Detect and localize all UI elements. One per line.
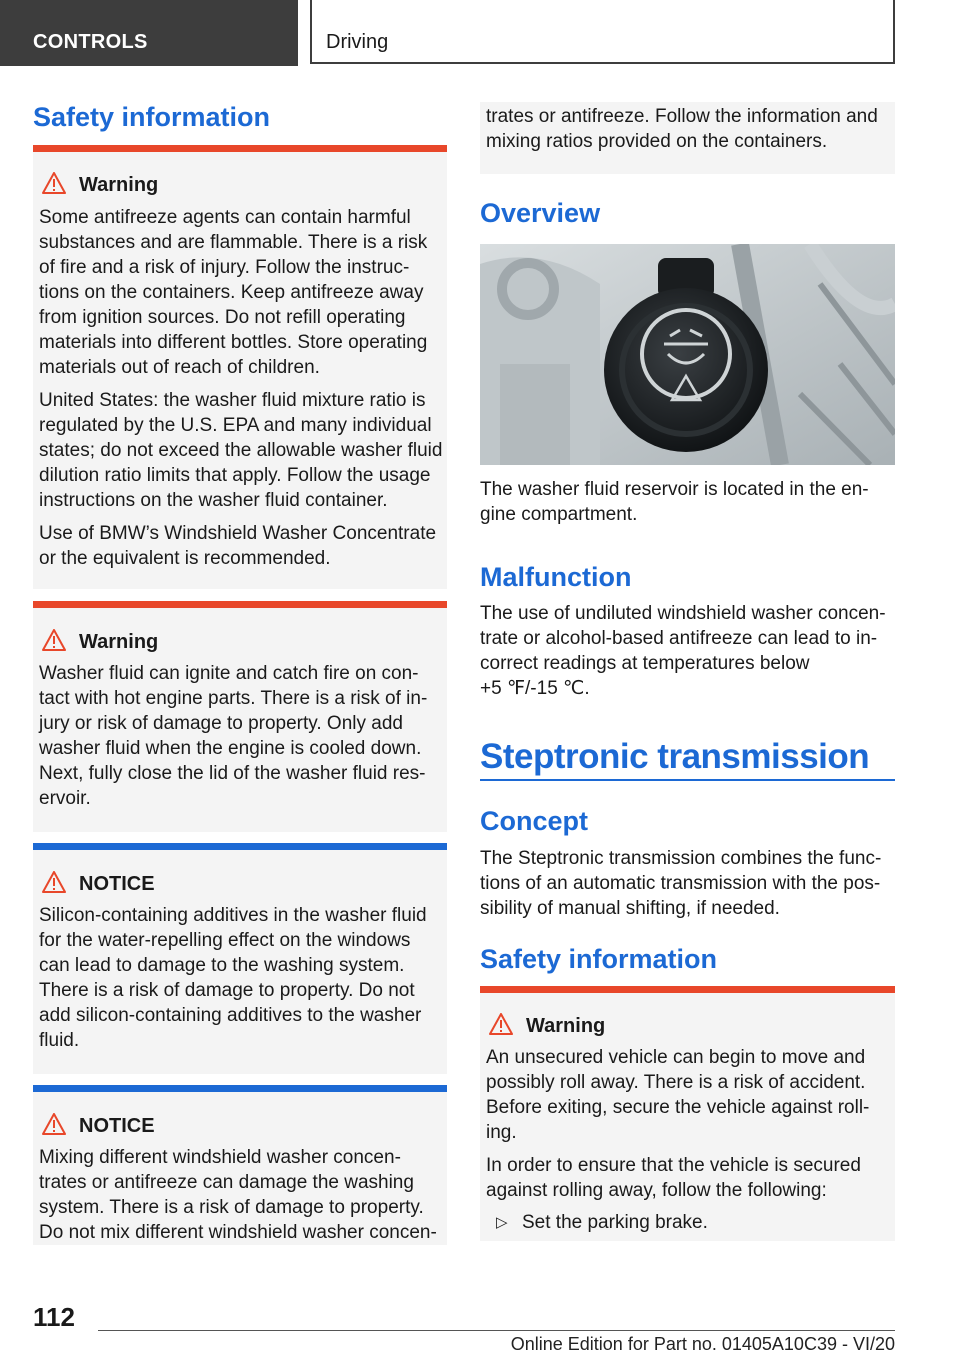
warning-paragraph: United States: the washer fluid mixture ratio is regulated by the U.S. EPA and many individual states; do not exceed the allowable washer fluid dilution ratio limits that apply. Follow the usage instructions on the washer fluid container. <box>39 390 443 511</box>
notice-title: NOTICE <box>79 1115 155 1137</box>
warning-triangle-icon <box>42 1113 66 1135</box>
steptronic-warning-box <box>480 986 895 1241</box>
steptronic-safety-heading: Safety information <box>480 944 718 974</box>
warning-title: Warning <box>526 1015 606 1037</box>
edition-text: Online Edition for Part no. 01405A10C39 - VI/20 <box>510 1334 895 1354</box>
page-number: 112 <box>33 1302 75 1332</box>
warning-title: Warning <box>79 631 159 653</box>
bullet-arrow-icon: ▷ <box>496 1214 508 1231</box>
notice-bar <box>33 843 447 850</box>
bullet-item: Set the parking brake. <box>522 1212 708 1233</box>
washer-reservoir-photo <box>480 244 895 465</box>
warning-box-1 <box>33 145 447 589</box>
notice-title: NOTICE <box>79 873 155 895</box>
notice-paragraph: Mixing different windshield washer concen‐ trates or antifreeze can damage the washing system. There is a risk of damage to property. Do not mix different windshield washer concen‐ <box>39 1147 437 1243</box>
chapter-tab: Driving <box>310 0 895 64</box>
warning-box-2 <box>33 601 447 832</box>
warning-paragraph: An unsecured vehicle can begin to move and possibly roll away. There is a risk of accident. Before exiting, secure the vehicle against roll‐ ing. <box>486 1047 870 1143</box>
warning-triangle-icon <box>42 871 66 893</box>
overview-heading: Overview <box>480 198 601 228</box>
warning-title: Warning <box>79 174 159 196</box>
notice-box-2 <box>33 1085 447 1245</box>
malfunction-heading: Malfunction <box>480 562 632 592</box>
malfunction-text: The use of undiluted windshield washer concen‐ trate or alcohol-based antifreeze can lead to in‐ correct readings at temperatures below +5 ℉/-15 ℃. <box>480 603 886 699</box>
warning-triangle-icon <box>42 629 66 651</box>
page-header <box>0 0 960 66</box>
warning-triangle-icon <box>489 1013 513 1035</box>
steptronic-heading: Steptronic transmission <box>480 737 870 776</box>
warning-bar <box>480 986 895 993</box>
warning-triangle-icon <box>42 172 66 194</box>
notice-continued-box <box>480 102 895 174</box>
warning-bar <box>33 145 447 152</box>
overview-caption: The washer fluid reservoir is located in the en‐ gine compartment. <box>480 479 869 525</box>
warning-paragraph: Use of BMW’s Windshield Washer Concentrate or the equivalent is recommended. <box>39 523 437 569</box>
concept-text: The Steptronic transmission combines the func‐ tions of an automatic transmission with the pos‐ sibility of manual shifting, if needed. <box>480 848 882 919</box>
notice-bar <box>33 1085 447 1092</box>
notice-paragraph: Silicon-containing additives in the washer fluid for the water-repelling effect on the windows can lead to damage to the washing system. There is a risk of damage to property. Do not add silicon-containing additives to the washer fluid. <box>39 905 427 1051</box>
notice-box-1 <box>33 843 447 1074</box>
footer-rule <box>98 1330 895 1331</box>
concept-heading: Concept <box>480 806 588 836</box>
safety-info-heading: Safety information <box>33 102 271 132</box>
notice-continued-text: trates or antifreeze. Follow the information and mixing ratios provided on the containers. <box>486 106 878 152</box>
washer-reservoir-illustration <box>480 244 895 465</box>
warning-paragraph: In order to ensure that the vehicle is secured against rolling away, follow the following: <box>486 1155 861 1201</box>
warning-paragraph: Some antifreeze agents can contain harmful substances and are flammable. There is a risk of fire and a risk of injury. Follow the instruc‐ tions on the containers. Keep antifreeze away from ignition sources. Do not refill operating materials into different bottles. Store operating materials out of reach of children. <box>39 207 428 378</box>
warning-paragraph: Washer fluid can ignite and catch fire on con‐ tact with hot engine parts. There is a risk of in‐ jury or risk of damage to property. Only add washer fluid when the engine is cooled down. Next, fully close the lid of the washer fluid res‐ ervoir. <box>39 663 428 809</box>
section-tab: CONTROLS <box>0 0 298 66</box>
section-rule <box>480 779 895 781</box>
warning-bar <box>33 601 447 608</box>
